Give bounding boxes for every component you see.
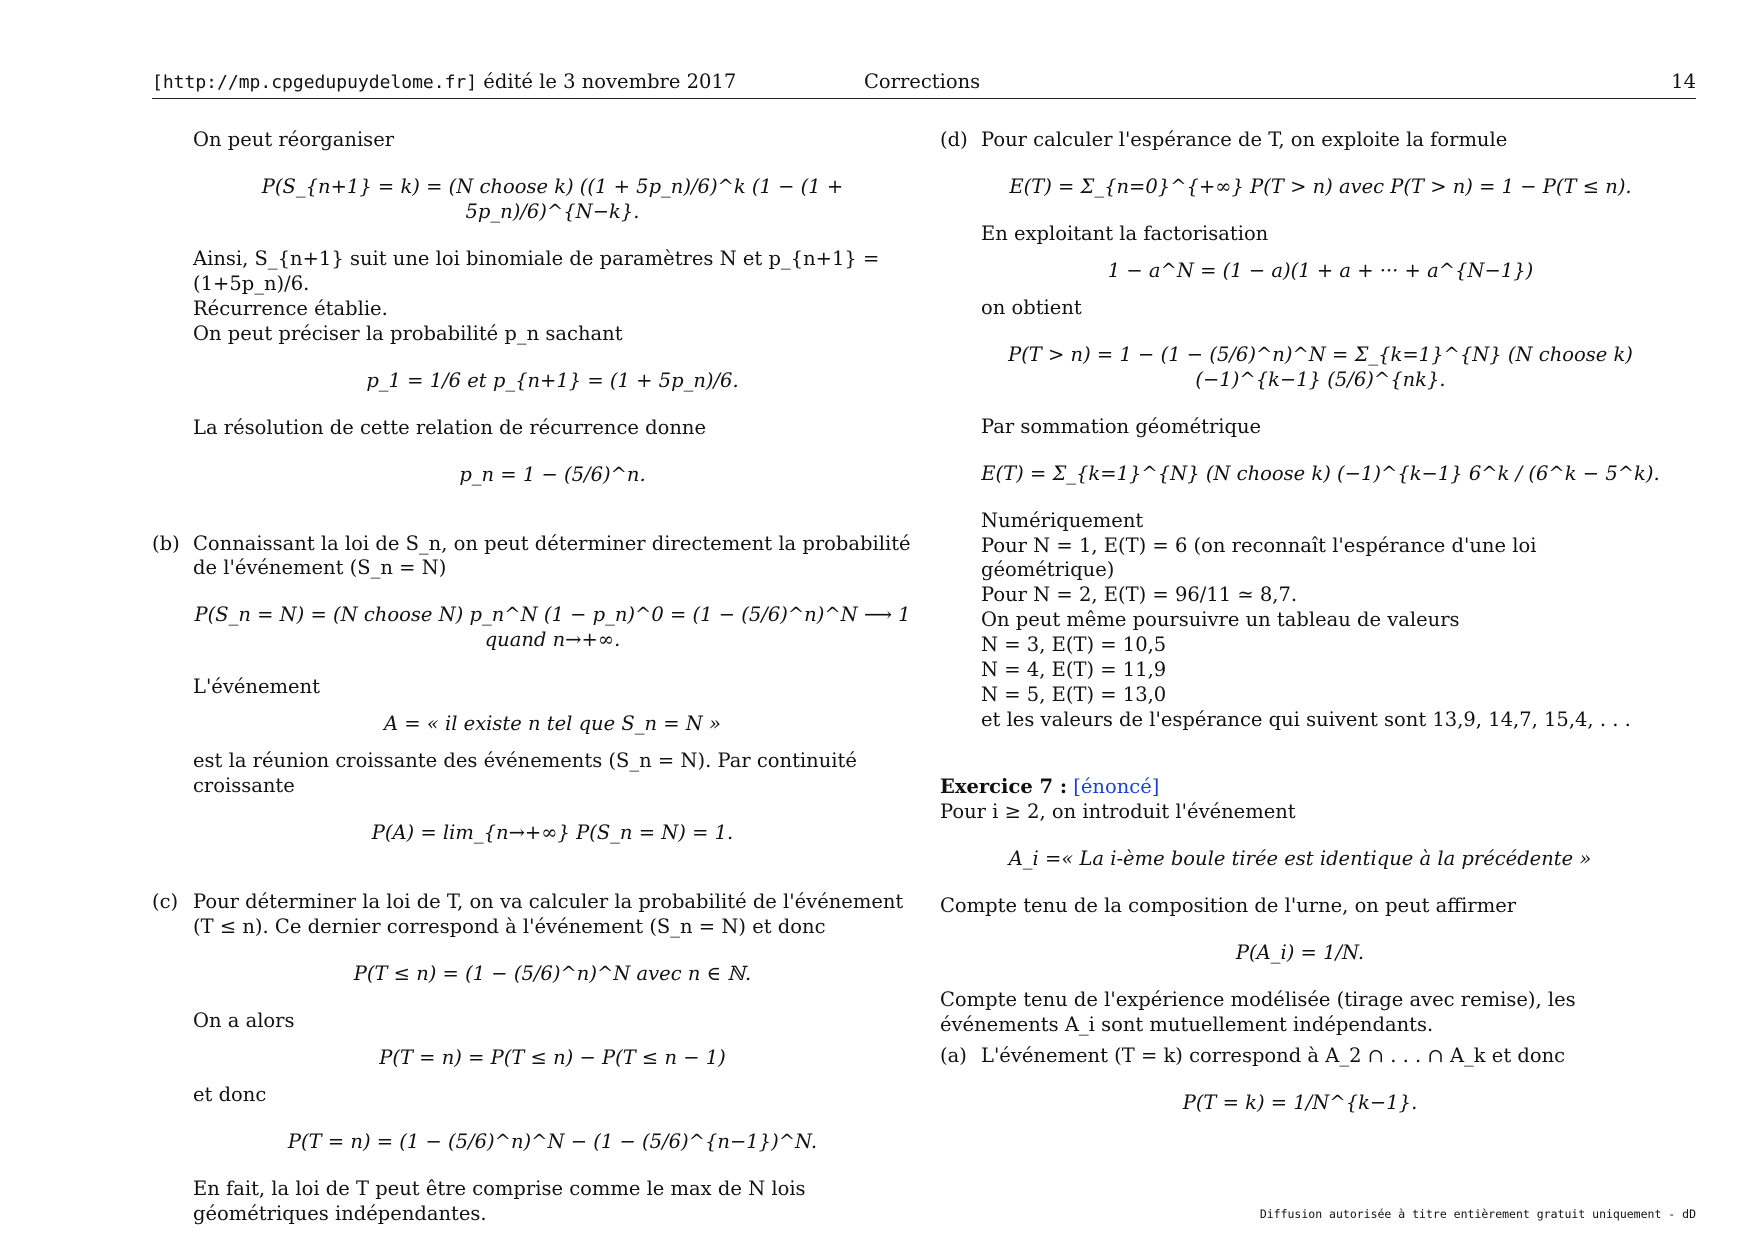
exercise-title: Exercice 7 : xyxy=(940,775,1068,799)
item-label: (c) xyxy=(152,890,179,914)
numerical-values xyxy=(940,509,1660,734)
item-c xyxy=(152,890,912,940)
item-b xyxy=(152,532,912,582)
paragraph: On peut réorganiser xyxy=(193,128,395,151)
paragraph: est la réunion croissante des événements (S_n = N). Par continuité croissante xyxy=(193,749,857,798)
item-a xyxy=(940,1044,1660,1069)
item-label: (b) xyxy=(152,531,180,555)
equation: P(S_{n+1} = k) = (N choose k) ((1 + 5p_n)/6)^k (1 − (1 + 5p_n)/6)^{N−k}. xyxy=(261,174,844,223)
left-column xyxy=(152,128,912,1227)
enonce-link[interactable]: [énoncé] xyxy=(1073,775,1160,799)
page-number: 14 xyxy=(1671,70,1696,93)
paragraph: La résolution de cette relation de récurrence donne xyxy=(193,415,706,439)
exercise-7-heading xyxy=(940,775,1660,800)
equation: P(A) = lim_{n→+∞} P(S_n = N) = 1. xyxy=(371,821,734,845)
paragraph: et donc xyxy=(193,1082,267,1106)
equation: E(T) = Σ_{n=0}^{+∞} P(T > n) avec P(T > n) = 1 − P(T ≤ n). xyxy=(1009,174,1632,198)
equation: P(A_i) = 1/N. xyxy=(1235,940,1365,964)
page-footer: Diffusion autorisée à titre entièrement gratuit uniquement - dD xyxy=(1259,1207,1696,1221)
header-section: Corrections xyxy=(864,70,981,93)
equation: p_1 = 1/6 et p_{n+1} = (1 + 5p_n)/6. xyxy=(366,368,739,392)
paragraph: On peut préciser la probabilité p_n sachant xyxy=(193,321,623,345)
equation: E(T) = Σ_{k=1}^{N} (N choose k) (−1)^{k−1} 6^k / (6^k − 5^k). xyxy=(981,461,1660,485)
header-url[interactable]: [http://mp.cpgedupuydelome.fr] xyxy=(152,72,478,93)
paragraph: En exploitant la factorisation xyxy=(981,221,1269,245)
equation: p_n = 1 − (5/6)^n. xyxy=(459,462,646,486)
num-line: N = 3, E(T) = 10,5 xyxy=(981,633,1167,657)
num-line: Pour N = 2, E(T) = 96/11 ≃ 8,7. xyxy=(981,583,1298,607)
equation: P(T = n) = P(T ≤ n) − P(T ≤ n − 1) xyxy=(379,1045,726,1069)
paragraph: Ainsi, S_{n+1} suit une loi binomiale de paramètres N et p_{n+1} = (1+5p_n)/6. xyxy=(193,246,880,295)
paragraph: on obtient xyxy=(981,295,1082,319)
paragraph: Pour calculer l'espérance de T, on exploite la formule xyxy=(981,128,1508,151)
num-line: Pour N = 1, E(T) = 6 (on reconnaît l'espérance d'une loi géométrique) xyxy=(981,533,1537,582)
num-line: N = 4, E(T) = 11,9 xyxy=(981,658,1167,682)
equation: A = « il existe n tel que S_n = N » xyxy=(384,712,721,736)
item-label: (a) xyxy=(940,1043,967,1067)
equation: A_i =« La i-ème boule tirée est identique à la précédente » xyxy=(1008,847,1592,871)
paragraph: Connaissant la loi de S_n, on peut déterminer directement la probabilité de l'événement (S_n = N) xyxy=(193,531,911,580)
right-column xyxy=(940,128,1660,1138)
paragraph: Pour i ≥ 2, on introduit l'événement xyxy=(940,800,1296,824)
equation: P(T > n) = 1 − (1 − (5/6)^n)^N = Σ_{k=1}^{N} (N choose k) (−1)^{k−1} (5/6)^{nk}. xyxy=(1008,342,1633,391)
num-line: On peut même poursuivre un tableau de valeurs xyxy=(981,608,1460,632)
num-line: Numériquement xyxy=(981,508,1144,532)
equation: P(T ≤ n) = (1 − (5/6)^n)^N avec n ∈ ℕ. xyxy=(353,962,752,986)
paragraph: On a alors xyxy=(193,1008,295,1032)
num-line: N = 5, E(T) = 13,0 xyxy=(981,683,1167,707)
equation: P(S_n = N) = (N choose N) p_n^N (1 − p_n)^0 = (1 − (5/6)^n)^N ⟶ 1 quand n→+∞. xyxy=(194,603,911,652)
paragraph: Par sommation géométrique xyxy=(981,414,1262,438)
item-d xyxy=(940,128,1660,153)
header-left xyxy=(152,70,736,95)
num-line: et les valeurs de l'espérance qui suivent sont 13,9, 14,7, 15,4, . . . xyxy=(981,708,1631,732)
paragraph: Compte tenu de l'expérience modélisée (tirage avec remise), les événements A_i sont mutuellement indépendants. xyxy=(940,987,1576,1036)
equation: 1 − a^N = (1 − a)(1 + a + ··· + a^{N−1}) xyxy=(1107,258,1534,282)
item-label: (d) xyxy=(940,128,968,151)
paragraph: Compte tenu de la composition de l'urne, on peut affirmer xyxy=(940,894,1517,918)
paragraph: Récurrence établie. xyxy=(193,296,388,320)
paragraph: Pour déterminer la loi de T, on va calculer la probabilité de l'événement (T ≤ n). Ce dernier correspond à l'événement (S_n = N) et donc xyxy=(193,890,904,939)
header-edition: édité le 3 novembre 2017 xyxy=(477,70,737,93)
equation: P(T = k) = 1/N^{k−1}. xyxy=(1182,1090,1418,1114)
equation: P(T = n) = (1 − (5/6)^n)^N − (1 − (5/6)^{n−1})^N. xyxy=(287,1129,818,1153)
paragraph: L'événement (T = k) correspond à A_2 ∩ . . . ∩ A_k et donc xyxy=(981,1043,1566,1067)
page-header xyxy=(152,70,1696,99)
paragraph: L'événement xyxy=(193,675,320,699)
paragraph: En fait, la loi de T peut être comprise comme le max de N lois géométriques indépendantes. xyxy=(193,1176,806,1225)
